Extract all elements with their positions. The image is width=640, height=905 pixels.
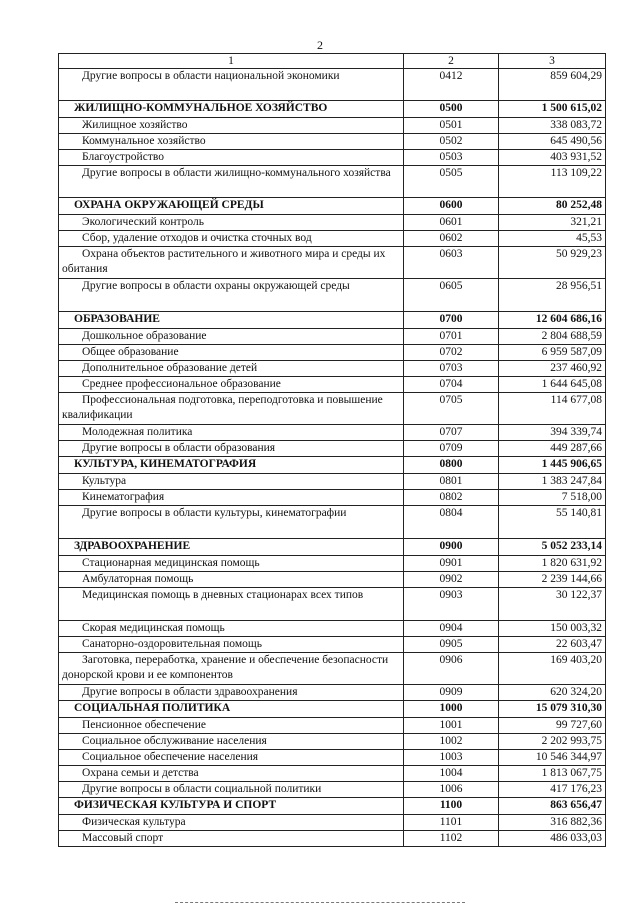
row-amount-cell: 2 804 688,59 xyxy=(499,329,606,345)
table-row xyxy=(59,247,606,279)
row-code-cell: 0703 xyxy=(404,361,499,377)
table-row xyxy=(59,685,606,701)
row-name-cell: Заготовка, переработка, хранение и обеспечение безопасности донорской крови и ее компонентов xyxy=(59,653,404,685)
row-code-cell: 0501 xyxy=(404,118,499,134)
row-code-cell: 0905 xyxy=(404,637,499,653)
row-name-cell: КУЛЬТУРА, КИНЕМАТОГРАФИЯ xyxy=(59,457,404,474)
table-header-row xyxy=(59,54,606,69)
row-code-cell: 1102 xyxy=(404,831,499,847)
table-row xyxy=(59,377,606,393)
table-row xyxy=(59,118,606,134)
row-name-cell: Другие вопросы в области культуры, кинематографии xyxy=(59,506,404,539)
row-name-cell: Социальное обслуживание населения xyxy=(59,734,404,750)
row-name-cell: Другие вопросы в области образования xyxy=(59,441,404,457)
row-name-cell: ЗДРАВООХРАНЕНИЕ xyxy=(59,539,404,556)
row-code-cell: 0906 xyxy=(404,653,499,685)
row-code-cell: 1001 xyxy=(404,718,499,734)
page-number: 2 xyxy=(317,38,323,52)
table-row xyxy=(59,150,606,166)
budget-table xyxy=(58,53,606,847)
table-row xyxy=(59,556,606,572)
row-code-cell: 0412 xyxy=(404,69,499,101)
row-code-cell: 0804 xyxy=(404,506,499,539)
table-row xyxy=(59,345,606,361)
row-name-cell: Скорая медицинская помощь xyxy=(59,621,404,637)
row-amount-cell: 486 033,03 xyxy=(499,831,606,847)
row-amount-cell: 620 324,20 xyxy=(499,685,606,701)
row-name-cell: Другие вопросы в области социальной политики xyxy=(59,782,404,798)
row-amount-cell: 45,53 xyxy=(499,231,606,247)
table-row xyxy=(59,831,606,847)
row-amount-cell: 50 929,23 xyxy=(499,247,606,279)
row-code-cell: 0802 xyxy=(404,490,499,506)
row-name-cell: Среднее профессиональное образование xyxy=(59,377,404,393)
row-amount-cell: 645 490,56 xyxy=(499,134,606,150)
table-row xyxy=(59,506,606,539)
row-amount-cell: 7 518,00 xyxy=(499,490,606,506)
table-row xyxy=(59,474,606,490)
row-code-cell: 1002 xyxy=(404,734,499,750)
row-amount-cell: 1 820 631,92 xyxy=(499,556,606,572)
row-name-cell: СОЦИАЛЬНАЯ ПОЛИТИКА xyxy=(59,701,404,718)
row-amount-cell: 863 656,47 xyxy=(499,798,606,815)
row-amount-cell: 6 959 587,09 xyxy=(499,345,606,361)
table-row xyxy=(59,329,606,345)
table-row xyxy=(59,766,606,782)
row-code-cell: 1000 xyxy=(404,701,499,718)
table-row xyxy=(59,750,606,766)
row-amount-cell: 1 813 067,75 xyxy=(499,766,606,782)
row-code-cell: 0801 xyxy=(404,474,499,490)
row-code-cell: 0503 xyxy=(404,150,499,166)
row-amount-cell: 80 252,48 xyxy=(499,198,606,215)
table-body xyxy=(59,69,606,847)
row-amount-cell: 12 604 686,16 xyxy=(499,312,606,329)
row-code-cell: 0901 xyxy=(404,556,499,572)
row-amount-cell: 22 603,47 xyxy=(499,637,606,653)
row-amount-cell: 403 931,52 xyxy=(499,150,606,166)
row-amount-cell: 113 109,22 xyxy=(499,166,606,198)
row-name-cell: Другие вопросы в области здравоохранения xyxy=(59,685,404,701)
row-name-cell: Экологический контроль xyxy=(59,215,404,231)
row-name-cell: Культура xyxy=(59,474,404,490)
row-code-cell: 0704 xyxy=(404,377,499,393)
row-amount-cell: 321,21 xyxy=(499,215,606,231)
row-name-cell: Пенсионное обеспечение xyxy=(59,718,404,734)
row-code-cell: 0502 xyxy=(404,134,499,150)
row-name-cell: ЖИЛИЩНО-КОММУНАЛЬНОЕ ХОЗЯЙСТВО xyxy=(59,101,404,118)
row-amount-cell: 394 339,74 xyxy=(499,425,606,441)
row-name-cell: Охрана объектов растительного и животного мира и среды их обитания xyxy=(59,247,404,279)
column-header-3: 3 xyxy=(499,54,606,69)
row-amount-cell: 114 677,08 xyxy=(499,393,606,425)
row-name-cell: Профессиональная подготовка, переподготовка и повышение квалификации xyxy=(59,393,404,425)
table-row xyxy=(59,69,606,101)
section-row xyxy=(59,701,606,718)
row-amount-cell: 237 460,92 xyxy=(499,361,606,377)
row-amount-cell: 169 403,20 xyxy=(499,653,606,685)
row-code-cell: 0709 xyxy=(404,441,499,457)
column-header-2: 2 xyxy=(404,54,499,69)
row-code-cell: 1101 xyxy=(404,815,499,831)
bottom-divider xyxy=(175,902,465,903)
row-code-cell: 0800 xyxy=(404,457,499,474)
row-amount-cell: 150 003,32 xyxy=(499,621,606,637)
row-code-cell: 0601 xyxy=(404,215,499,231)
table-row xyxy=(59,490,606,506)
row-code-cell: 0701 xyxy=(404,329,499,345)
row-amount-cell: 2 239 144,66 xyxy=(499,572,606,588)
row-name-cell: Другие вопросы в области охраны окружающей среды xyxy=(59,279,404,312)
row-amount-cell: 338 083,72 xyxy=(499,118,606,134)
row-name-cell: Другие вопросы в области жилищно-коммунального хозяйства xyxy=(59,166,404,198)
row-code-cell: 0909 xyxy=(404,685,499,701)
table-row xyxy=(59,441,606,457)
row-amount-cell: 417 176,23 xyxy=(499,782,606,798)
row-name-cell: Общее образование xyxy=(59,345,404,361)
row-name-cell: Массовый спорт xyxy=(59,831,404,847)
row-name-cell: Физическая культура xyxy=(59,815,404,831)
table-row xyxy=(59,393,606,425)
row-name-cell: Амбулаторная помощь xyxy=(59,572,404,588)
row-name-cell: Санаторно-оздоровительная помощь xyxy=(59,637,404,653)
row-code-cell: 0500 xyxy=(404,101,499,118)
row-name-cell: Сбор, удаление отходов и очистка сточных вод xyxy=(59,231,404,247)
row-code-cell: 0600 xyxy=(404,198,499,215)
table-row xyxy=(59,734,606,750)
table-row xyxy=(59,134,606,150)
row-amount-cell: 55 140,81 xyxy=(499,506,606,539)
row-amount-cell: 316 882,36 xyxy=(499,815,606,831)
row-name-cell: Социальное обеспечение населения xyxy=(59,750,404,766)
row-code-cell: 0603 xyxy=(404,247,499,279)
row-amount-cell: 30 122,37 xyxy=(499,588,606,621)
row-code-cell: 1004 xyxy=(404,766,499,782)
table-row xyxy=(59,279,606,312)
row-name-cell: Молодежная политика xyxy=(59,425,404,441)
row-amount-cell: 28 956,51 xyxy=(499,279,606,312)
table-row xyxy=(59,621,606,637)
row-amount-cell: 1 383 247,84 xyxy=(499,474,606,490)
row-code-cell: 1003 xyxy=(404,750,499,766)
table-row xyxy=(59,718,606,734)
row-name-cell: ОХРАНА ОКРУЖАЮЩЕЙ СРЕДЫ xyxy=(59,198,404,215)
row-name-cell: Другие вопросы в области национальной экономики xyxy=(59,69,404,101)
row-code-cell: 0707 xyxy=(404,425,499,441)
table-row xyxy=(59,588,606,621)
row-code-cell: 1100 xyxy=(404,798,499,815)
table-row xyxy=(59,231,606,247)
table-row xyxy=(59,166,606,198)
section-row xyxy=(59,539,606,556)
row-name-cell: Жилищное хозяйство xyxy=(59,118,404,134)
row-amount-cell: 5 052 233,14 xyxy=(499,539,606,556)
column-header-1: 1 xyxy=(59,54,404,69)
row-name-cell: Стационарная медицинская помощь xyxy=(59,556,404,572)
row-name-cell: Благоустройство xyxy=(59,150,404,166)
row-code-cell: 0605 xyxy=(404,279,499,312)
row-name-cell: Медицинская помощь в дневных стационарах всех типов xyxy=(59,588,404,621)
row-code-cell: 0902 xyxy=(404,572,499,588)
row-code-cell: 0702 xyxy=(404,345,499,361)
row-code-cell: 0705 xyxy=(404,393,499,425)
row-code-cell: 0900 xyxy=(404,539,499,556)
row-name-cell: Охрана семьи и детства xyxy=(59,766,404,782)
row-code-cell: 0700 xyxy=(404,312,499,329)
table-row xyxy=(59,782,606,798)
section-row xyxy=(59,198,606,215)
row-code-cell: 0904 xyxy=(404,621,499,637)
row-amount-cell: 1 445 906,65 xyxy=(499,457,606,474)
row-amount-cell: 15 079 310,30 xyxy=(499,701,606,718)
row-code-cell: 0602 xyxy=(404,231,499,247)
row-name-cell: ФИЗИЧЕСКАЯ КУЛЬТУРА И СПОРТ xyxy=(59,798,404,815)
section-row xyxy=(59,101,606,118)
section-row xyxy=(59,312,606,329)
table-row xyxy=(59,572,606,588)
row-amount-cell: 99 727,60 xyxy=(499,718,606,734)
table-row xyxy=(59,637,606,653)
section-row xyxy=(59,457,606,474)
table-row xyxy=(59,215,606,231)
row-code-cell: 0903 xyxy=(404,588,499,621)
row-amount-cell: 1 644 645,08 xyxy=(499,377,606,393)
table-row xyxy=(59,425,606,441)
row-amount-cell: 2 202 993,75 xyxy=(499,734,606,750)
row-name-cell: Дошкольное образование xyxy=(59,329,404,345)
row-name-cell: Коммунальное хозяйство xyxy=(59,134,404,150)
row-name-cell: Кинематография xyxy=(59,490,404,506)
table-row xyxy=(59,653,606,685)
row-amount-cell: 859 604,29 xyxy=(499,69,606,101)
row-name-cell: Дополнительное образование детей xyxy=(59,361,404,377)
row-amount-cell: 1 500 615,02 xyxy=(499,101,606,118)
row-code-cell: 0505 xyxy=(404,166,499,198)
table-row xyxy=(59,361,606,377)
row-name-cell: ОБРАЗОВАНИЕ xyxy=(59,312,404,329)
section-row xyxy=(59,798,606,815)
row-code-cell: 1006 xyxy=(404,782,499,798)
row-amount-cell: 10 546 344,97 xyxy=(499,750,606,766)
table-row xyxy=(59,815,606,831)
row-amount-cell: 449 287,66 xyxy=(499,441,606,457)
